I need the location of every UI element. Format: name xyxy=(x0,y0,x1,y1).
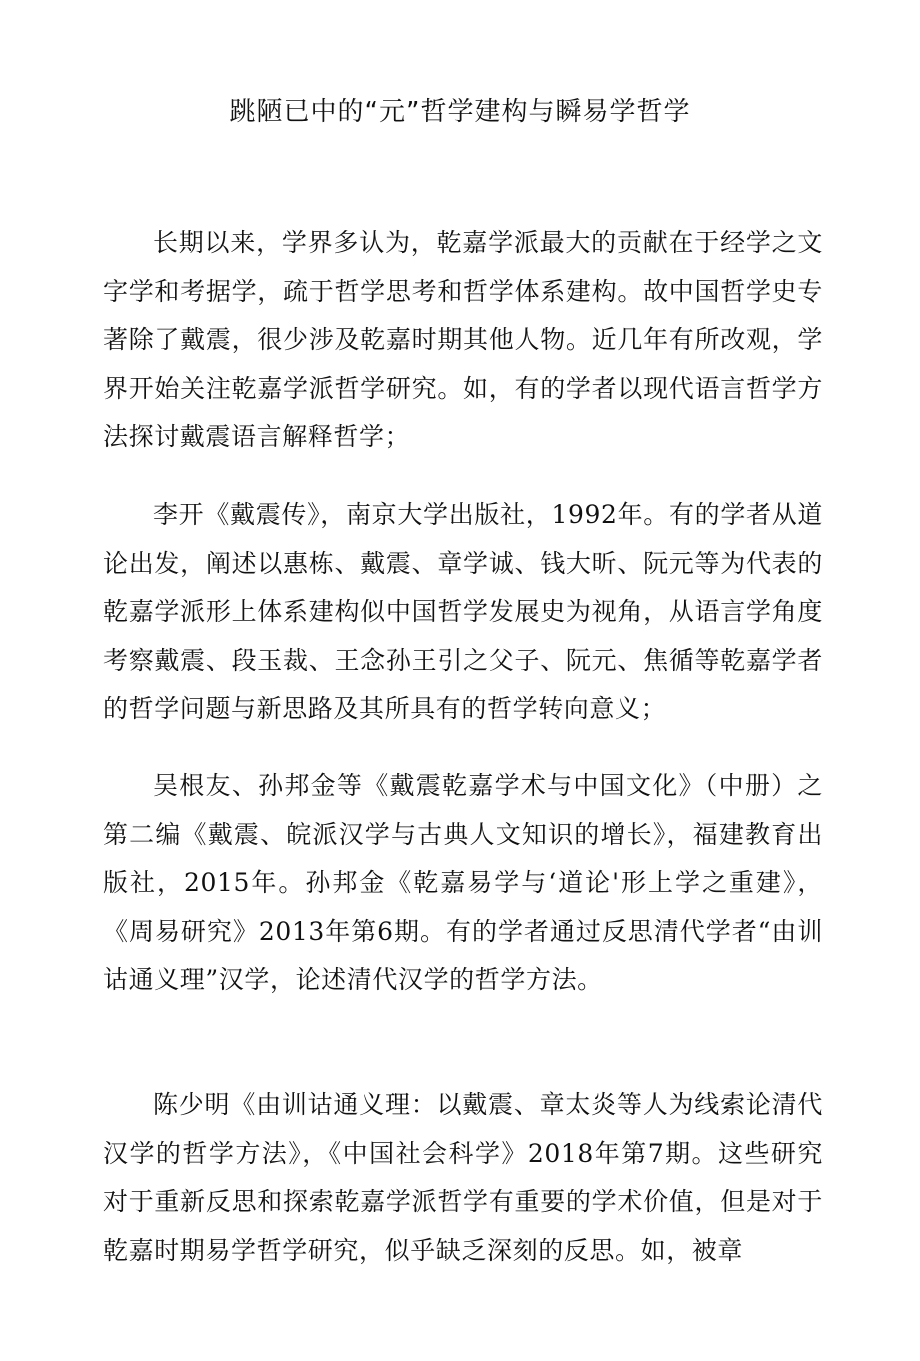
paragraph-1: 长期以来，学界多认为，乾嘉学派最大的贡献在于经学之文字学和考据学，疏于哲学思考和哲学体系建构。故中国哲学史专著除了戴震，很少涉及乾嘉时期其他人物。近几年有所改观，学界开始关注乾嘉学派哲学研究。如，有的学者以现代语言哲学方法探讨戴震语言解释哲学； xyxy=(103,228,823,451)
paragraph-3: 吴根友、孙邦金等《戴震乾嘉学术与中国文化》（中册）之第二编《戴震、皖派汉学与古典人文知识的增长》，福建教育出版社，2015年。孙邦金《乾嘉易学与‘道论'形上学之重建》，《周易研究》2013年第6期。有的学者通过反思清代学者“由训诂通义理”汉学，论述清代汉学的哲学方法。 xyxy=(103,771,823,994)
paragraph-2: 李开《戴震传》，南京大学出版社，1992年。有的学者从道论出发，阐述以惠栋、戴震、章学诚、钱大昕、阮元等为代表的乾嘉学派形上体系建构似中国哲学发展史为视角，从语言学角度考察戴震、段玉裁、王念孙王引之父子、阮元、焦循等乾嘉学者的哲学问题与新思路及其所具有的哲学转向意义； xyxy=(103,500,823,723)
document-title: 跳陋已中的“元”哲学建构与瞬易学哲学 xyxy=(229,97,691,127)
paragraph-4: 陈少明《由训诂通义理：以戴震、章太炎等人为线索论清代汉学的哲学方法》，《中国社会科学》2018年第7期。这些研究对于重新反思和探索乾嘉学派哲学有重要的学术价值，但是对于乾嘉时期易学哲学研究，似乎缺乏深刻的反思。如，被章 xyxy=(103,1090,823,1265)
